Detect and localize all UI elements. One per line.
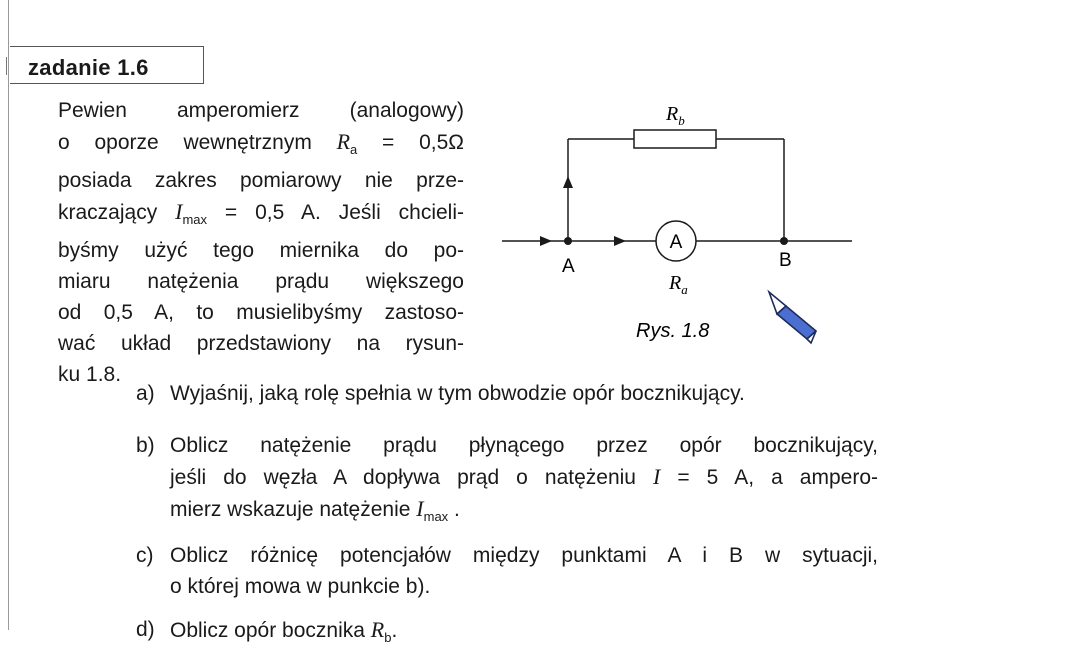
task-label: b) <box>136 434 155 457</box>
text-line: od 0,5 A, to musielibyśmy zastoso- <box>58 301 464 324</box>
text-line: ku 1.8. <box>58 363 122 386</box>
text-line: posiada zakres pomiarowy nie prze- <box>58 169 464 192</box>
arrow-up <box>563 176 573 188</box>
text-line: mierz wskazuje natężenie $I_{max}$ . <box>170 496 460 524</box>
math-variable: R <box>370 617 385 642</box>
exercise-intro <box>58 95 464 390</box>
text-line: byśmy użyć tego miernika do po- <box>58 239 464 262</box>
arrow-in <box>540 236 552 246</box>
page-margin-rule <box>8 0 9 630</box>
text-line: jeśli do węzła A dopływa prąd o natężeniu I = 5 A, a ampero- <box>170 464 878 489</box>
task-body <box>170 430 878 532</box>
math-subscript: max <box>423 509 449 524</box>
math-variable: R <box>336 129 351 154</box>
task-label: d) <box>136 618 155 641</box>
math-variable: I <box>653 464 661 489</box>
math-subscript: max <box>182 212 207 227</box>
shunt-label: $R_b$ <box>666 103 685 128</box>
blank-margin <box>902 0 1068 630</box>
math-variable: I <box>416 496 424 521</box>
node-a-label: A <box>562 256 575 277</box>
text-line: wać układ przedstawiony na rysun- <box>58 332 464 355</box>
task-body <box>170 540 878 602</box>
text-line: Pewien amperomierz (analogowy) <box>58 99 464 122</box>
text-line: Oblicz natężenie prądu płynącego przez opór bocznikujący, <box>170 434 878 457</box>
ammeter-symbol: A <box>669 232 683 253</box>
task-body <box>170 614 878 653</box>
figure-caption: Rys. 1.8 <box>636 320 710 342</box>
text-line: o oporze wewnętrznym $R_a = 0,5\Omega$ <box>58 129 464 157</box>
circuit-diagram <box>490 96 870 356</box>
node-b-label: B <box>779 250 792 271</box>
math-variable: I <box>175 199 183 224</box>
text-line: Oblicz opór bocznika $R_b$. <box>170 617 398 645</box>
task-body <box>170 378 878 409</box>
math-subscript: b <box>384 630 392 645</box>
math-subscript: a <box>350 142 358 157</box>
meter-resistance-label: $R_a$ <box>669 272 688 297</box>
text-line: miaru natężenia prądu większego <box>58 270 464 293</box>
exercise-title: zadanie 1.6 <box>28 55 149 80</box>
arrow-mid <box>614 236 626 246</box>
node-b-dot <box>780 237 788 245</box>
node-a-dot <box>564 237 572 245</box>
shunt-resistor <box>634 130 716 148</box>
task-label: c) <box>136 544 154 567</box>
task-label: a) <box>136 382 155 405</box>
text-line: Oblicz różnicę potencjałów między punktami A i B w sytuacji, <box>170 544 878 567</box>
text-line: o której mowa w punkcie b). <box>170 575 431 598</box>
text-line: kraczający $I_{max} = 0,5$ A. Jeśli chcieli- <box>58 199 465 227</box>
text-line: Wyjaśnij, jaką rolę spełnia w tym obwodzie opór bocznikujący. <box>170 382 745 405</box>
pencil-icon <box>769 292 816 343</box>
